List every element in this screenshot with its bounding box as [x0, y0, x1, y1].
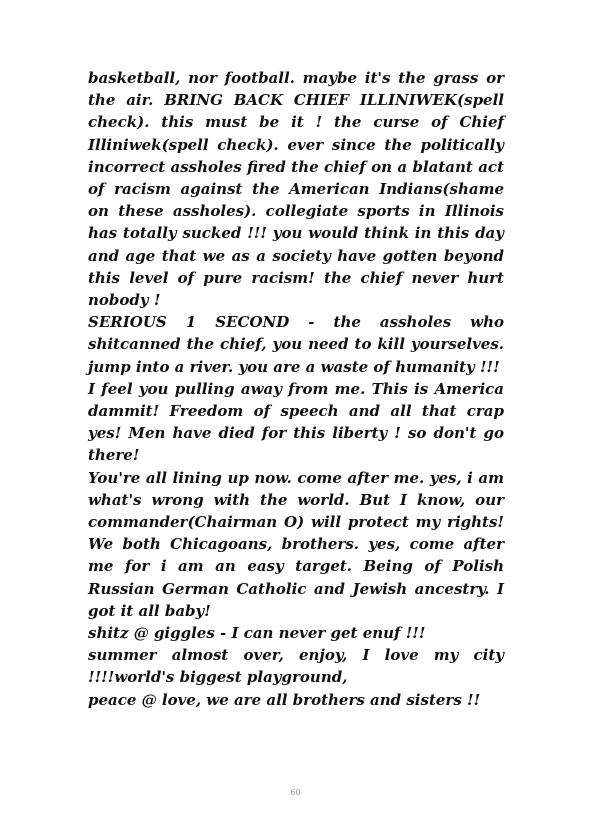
paragraph-freedom-of-speech: I feel you pulling away from me. This is America dammit! Freedom of speech and all that crap yes! Men have died for this liberty ! so don't go there! [88, 379, 504, 465]
paragraph-summer: summer almost over, enjoy, I love my city !!!!world's biggest playground, [88, 646, 504, 687]
paragraph-lining-up: You're all lining up now. come after me. yes, i am what's wrong with the world. But I know, our commander(Chairman O) will protect my rights! We both Chicagoans, brothers. yes, come after me for i am an easy target. Being of Polish Russian German Catholic and Jewish ancestry. I got it all baby! [88, 468, 504, 620]
body-text [88, 67, 504, 711]
paragraph-serious-1-second: SERIOUS 1 SECOND - the assholes who shitcanned the chief, you need to kill yourselves. jump into a river. you are a waste of humanity !!! [88, 313, 504, 376]
paragraph-peace-love: peace @ love, we are all brothers and sisters !! [88, 690, 481, 709]
paragraph-shitz-giggles: shitz @ giggles - I can never get enuf !!! [88, 624, 426, 643]
paragraph-chief-illiniwek: basketball, nor football. maybe it's the grass or the air. BRING BACK CHIEF ILLINIWEK(spell check). this must be it ! the curse of Chief Illiniwek(spell check). ever since the politically incorrect assholes fired the chief on a blatant act of racism against the American Indians(shame on these assholes). collegiate sports in Illinois has totally sucked !!! you would think in this day and age that we as a society have gotten beyond this level of pure racism! the chief never hurt nobody ! [88, 69, 504, 310]
page-number: 60 [290, 788, 301, 797]
